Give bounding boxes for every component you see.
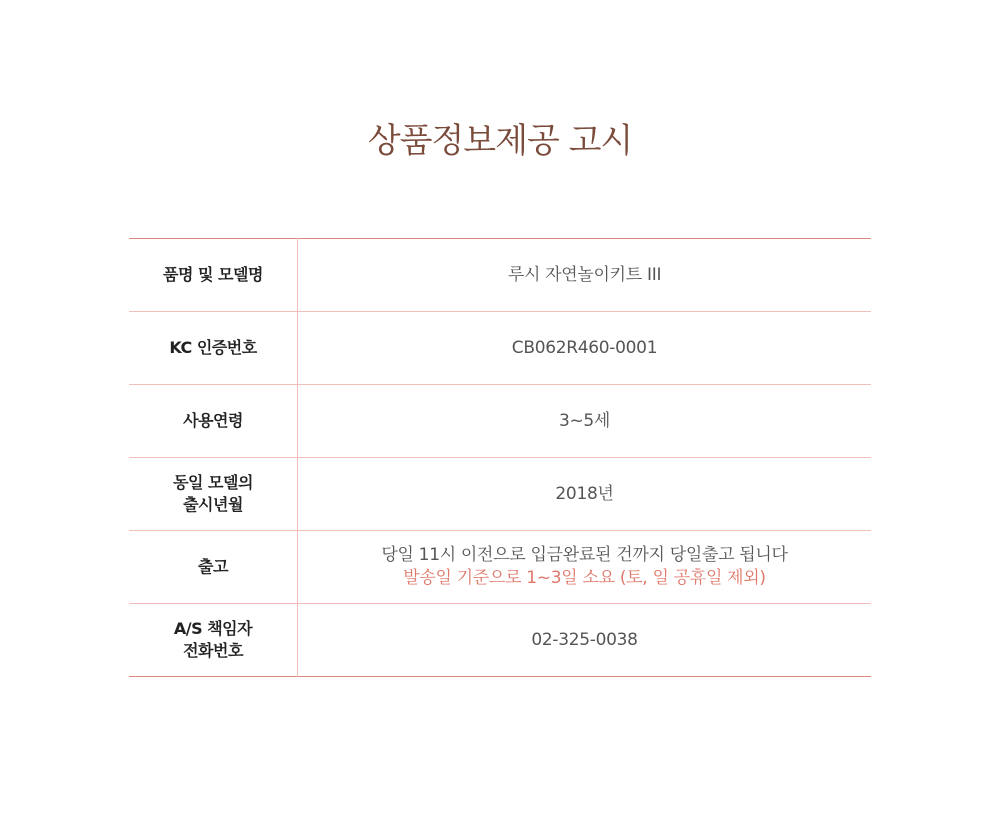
row-label [129,531,298,604]
row-label-text: KC 인증번호 [169,338,257,357]
row-label-text: 동일 모델의 [173,473,253,492]
row-label-text: A/S 책임자 [173,619,253,638]
table-row-shipping [129,531,871,604]
row-label [129,312,298,385]
table-row-release-date [129,458,871,531]
table-row-kc-cert [129,312,871,385]
row-value-text: 3~5세 [558,410,611,431]
row-value-text: CB062R460-0001 [511,337,658,358]
shipping-note-text: 발송일 기준으로 1~3일 소요 (토, 일 공휴일 제외) [403,568,766,588]
row-value-text: 당일 11시 이전으로 입금완료된 건까지 당일출고 됩니다 [381,545,788,565]
table-row-product-name [129,239,871,312]
row-label-text: 품명 및 모델명 [163,265,263,284]
row-value [298,531,872,604]
row-label-text: 전화번호 [183,641,243,660]
row-label [129,604,298,677]
row-value-text: 2018년 [555,483,614,504]
row-value [298,385,872,458]
row-label-text: 출시년월 [183,495,243,514]
row-value [298,458,872,531]
row-label [129,458,298,531]
row-value [298,239,872,312]
table-row-as-contact [129,604,871,677]
product-info-table [129,238,871,677]
row-label [129,239,298,312]
row-value-text: 루시 자연놀이키트 III [507,264,662,285]
row-label-text: 사용연령 [183,411,243,430]
row-label-text: 출고 [198,557,228,576]
row-label [129,385,298,458]
row-value [298,604,872,677]
table-row-age [129,385,871,458]
row-value-text: 02-325-0038 [531,629,638,650]
page-title: 상품정보제공 고시 [367,121,633,161]
row-value [298,312,872,385]
